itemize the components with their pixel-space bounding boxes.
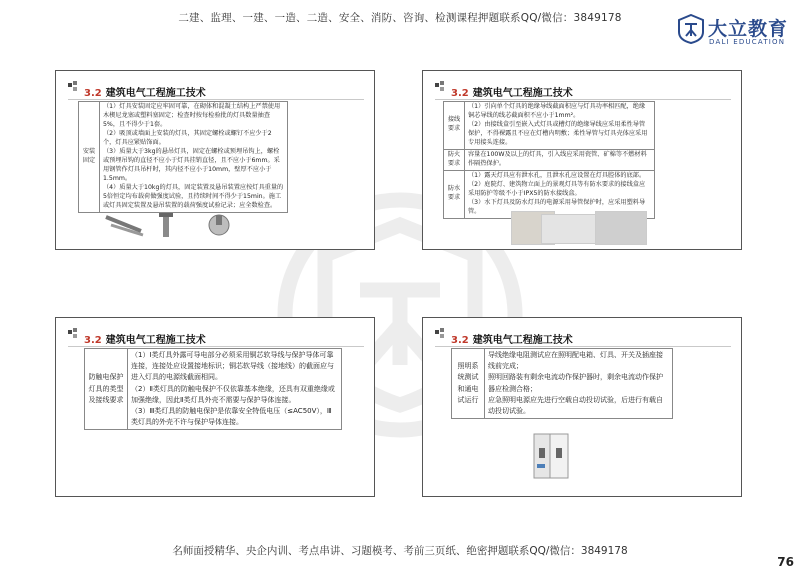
list-item: （2）庭院灯、建筑物立面上的景观灯具等有防水要求的接线盒应采用防护等级不小于IPX5的防水接线盒。 [468,180,646,197]
category-cell: 防水要求 [444,170,465,218]
section-number: 3.2 [451,88,469,99]
info-table [451,348,673,419]
info-table [78,101,288,213]
footer-contact-text: 名师面授精华、央企内训、考点串讲、习题模考、考前三页纸、绝密押题联系QQ/微信：3849178 [172,545,628,557]
category-cell: 照明系统测试和通电试运行 [452,349,485,419]
list-item: 应急照明电源应先进行空载自动投切试验，后进行有载自动投切试验。 [488,395,663,415]
section-title: 建筑电气工程施工技术 [472,88,573,99]
brand-name-cn: 大立教育 [708,18,789,40]
category-cell: 防火要求 [444,149,465,170]
list-item: （1）露天灯具应有泄水孔，且泄水孔应设置在灯具腔体的底部。 [468,171,646,179]
slide-title-icon [435,328,449,340]
slide-4 [422,317,742,497]
slide-title [84,331,206,346]
slide-title [451,84,573,99]
list-item: （2）Ⅱ类灯具的防触电保护不仅依靠基本绝缘，还具有双重绝缘或加强绝缘，因此Ⅱ类灯具外壳不需要与保护导体连接。 [131,384,335,404]
page-number: 76 [777,555,794,569]
slide-1 [55,70,375,250]
content-cell [465,149,655,170]
slide-2 [422,70,742,250]
section-number: 3.2 [84,88,102,99]
brand-logo [678,14,796,52]
list-item: （1）引向单个灯具的绝缘导线截面积应与灯具功率相匹配，绝缘铜芯导线的线芯截面积不应小于1mm²。 [468,103,646,119]
title-divider [68,99,364,100]
list-item: （1）Ⅰ类灯具外露可导电部分必须采用铜芯软导线与保护导体可靠连接，连接处应设置接地标识；铜芯软导线（接地线）的截面应与进入灯具的电源线截面相同。 [131,351,334,382]
table-row [444,149,655,170]
section-number: 3.2 [84,335,102,346]
content-cell [465,102,655,150]
fixing-hardware-photo [101,211,241,239]
section-title: 建筑电气工程施工技术 [472,335,573,346]
category-cell: 安装固定 [79,102,100,213]
luminaire-photo [541,214,601,244]
content-cell [485,349,673,419]
slide-title-icon [68,81,82,93]
title-divider [68,346,364,347]
section-title: 建筑电气工程施工技术 [105,88,206,99]
brand-name-en: DALI EDUCATION [709,38,786,46]
title-divider [435,99,731,100]
title-divider [435,346,731,347]
content-cell [100,102,288,213]
slide-3 [55,317,375,497]
category-cell: 接线要求 [444,102,465,150]
brand-seal-icon [678,14,704,44]
info-table [443,101,655,219]
content-cell [128,349,342,430]
slide-title [451,331,573,346]
header-contact-text: 二建、监理、一建、一造、二造、安全、消防、咨询、检测课程押题联系QQ/微信：3849178 [178,12,622,24]
section-number: 3.2 [451,335,469,346]
list-item: 照明回路装有剩余电流动作保护器时，剩余电流动作保护器应检测合格； [488,373,663,393]
rcd-breaker-photo [531,430,571,482]
list-item: 容量在100W及以上的灯具，引入线应采用瓷管、矿棉等不燃材料作隔热保护。 [468,150,647,167]
slide-title-icon [68,328,82,340]
list-item: （3）质量大于3kg的悬吊灯具，固定在螺栓或预埋吊钩上，螺栓或预埋吊钩的直径不应小于灯具挂销直径，且不应小于6mm。采用钢管作灯具吊杆时，其内径不应小于10mm，壁厚不应小于1.5mm。 [103,147,280,182]
list-item: （1）灯具安装固定应牢固可靠，在砌体和混凝土结构上严禁使用木楔尼龙塞或塑料塞固定；检查时按每检验批的灯具数量抽查5%，且不得少于1套。 [103,103,281,128]
table-row [452,349,673,419]
junction-box-photo [595,211,647,245]
table-row [79,102,288,213]
slide-title [84,84,206,99]
list-item: （3）水下灯具及防水灯具的电源采用导管保护时，应采用塑料导管。 [468,198,646,215]
list-item: （4）质量大于10kg的灯具，固定装置及悬吊装置应按灯具重量的5倍恒定均布载荷做强度试验，且持续时间不得少于15min。施工或灯具固定装置及悬吊装置的载荷强度试验记录；应全数检查。 [103,183,284,209]
section-title: 建筑电气工程施工技术 [105,335,206,346]
list-item: 导线绝缘电阻测试应在照明配电箱、灯具、开关及插座接线前完成； [488,351,663,371]
category-cell: 防触电保护灯具的类型及接线要求 [85,349,128,430]
list-item: （2）吸顶或墙面上安装的灯具，其固定螺栓或螺钉不应少于2个，灯具应紧贴饰面。 [103,129,272,146]
slide-title-icon [435,81,449,93]
list-item: （2）由接线盒引至嵌入式灯具或槽灯的绝缘导线应采用柔性导管保护，不得裸露且不应在灯槽内明敷；柔性导管与灯具壳体应采用专用接头连接。 [468,120,648,146]
list-item: （3）Ⅲ类灯具的防触电保护是依靠安全特低电压（≤AC50V），Ⅲ类灯具的外壳不许与保护导体连接。 [131,406,332,427]
table-row [444,102,655,150]
info-table [84,348,342,430]
table-row [85,349,342,430]
